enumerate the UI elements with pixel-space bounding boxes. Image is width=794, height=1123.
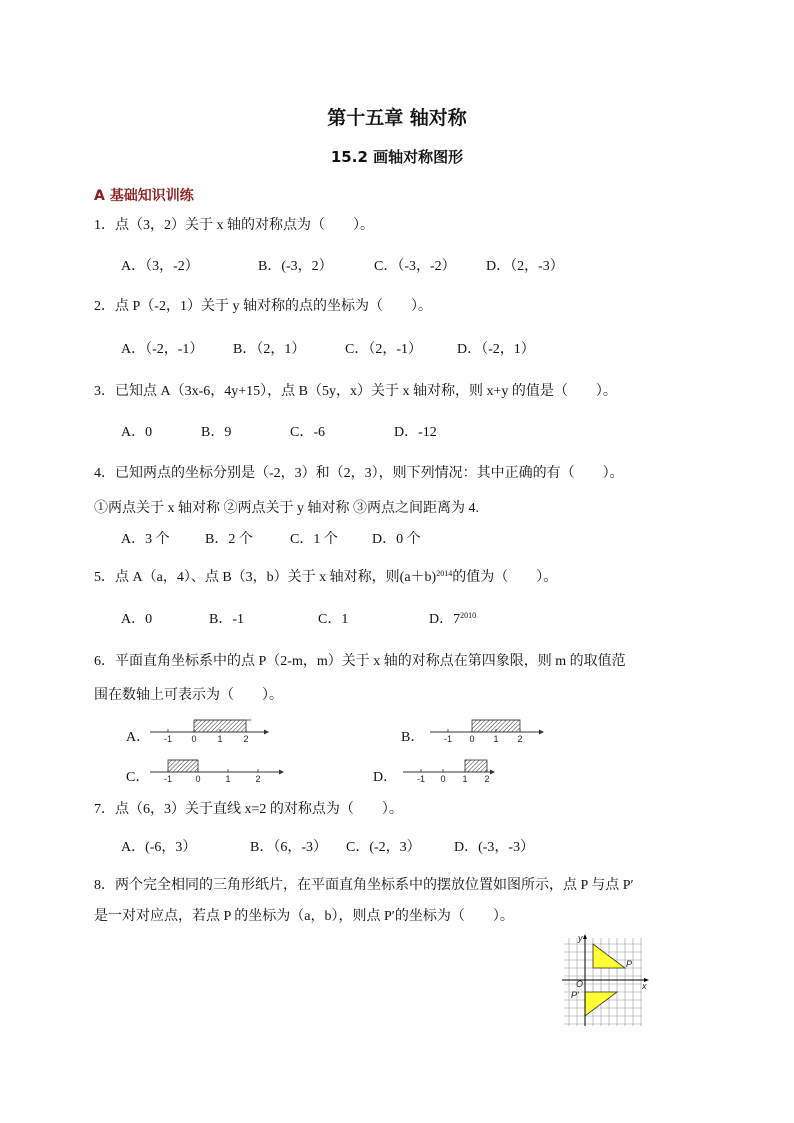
question-4-option-b: B．2 个: [205, 532, 253, 547]
question-5-exponent: 2014: [436, 569, 453, 578]
question-7-option-a: A．(-6，3）: [121, 840, 197, 855]
part-heading: A 基础知识训练: [94, 188, 194, 204]
question-1-option-a: A．（3，-2）: [121, 259, 199, 274]
question-4-conditions: ①两点关于 x 轴对称 ②两点关于 y 轴对称 ③两点之间距离为 4.: [94, 501, 479, 516]
question-4-option-a: A．3 个: [121, 532, 170, 547]
question-6-option-b-label: B．: [401, 730, 425, 745]
question-1-option-b: B．(-3，2）: [258, 259, 333, 274]
question-5-option-c: C．1: [318, 612, 349, 627]
question-8-stem-line2: 是一对对应点，若点 P 的坐标为（a，b），则点 P′的坐标为（ ）。: [94, 909, 514, 924]
question-2-option-c: C．（2，-1）: [345, 342, 422, 357]
number-line-tick-label: 2: [517, 734, 523, 744]
figure-point-p-label: P: [626, 959, 633, 969]
question-3-option-d: D．-12: [394, 425, 437, 440]
question-5-stem-after: 的值为（ ）。: [452, 570, 558, 585]
number-line-option-c: [150, 752, 290, 786]
number-line-tick-label: 0: [191, 734, 197, 744]
question-1-stem: 1．点（3，2）关于 x 轴的对称点为（ ）。: [94, 218, 374, 233]
number-line-tick-label: 0: [469, 734, 475, 744]
figure-origin-label: O: [576, 979, 584, 989]
question-7-stem: 7．点（6，3）关于直线 x=2 的对称点为（ ）。: [94, 802, 403, 817]
question-3-stem: 3．已知点 A（3x-6，4y+15），点 B（5y，x）关于 x 轴对称，则 x+y 的值是（ ）。: [94, 384, 617, 399]
question-4-option-c: C．1 个: [290, 532, 338, 547]
question-7-option-d: D．(-3，-3）: [454, 840, 535, 855]
number-line-tick-label: 0: [440, 774, 446, 784]
question-5-option-d-exponent: 2010: [460, 611, 477, 620]
question-4-stem: 4．已知两点的坐标分别是（-2，3）和（2，3），则下列情况：其中正确的有（ ）。: [94, 466, 624, 481]
question-8-stem-line1: 8．两个完全相同的三角形纸片，在平面直角坐标系中的摆放位置如图所示，点 P 与点 P′: [94, 878, 634, 893]
question-4-option-d: D．0 个: [372, 532, 421, 547]
question-6-stem-line2: 围在数轴上可表示为（ ）。: [94, 688, 283, 703]
number-line-option-a: [150, 712, 270, 746]
question-3-option-b: B．9: [201, 425, 232, 440]
number-line-tick-label: 1: [217, 734, 223, 744]
section-title: 15.2 画轴对称图形: [330, 148, 464, 166]
chapter-title: 第十五章 轴对称: [327, 107, 467, 129]
question-3-option-c: C．-6: [290, 425, 325, 440]
question-5-option-b: B．-1: [209, 612, 244, 627]
number-line-tick-label: 1: [493, 734, 499, 744]
question-6-option-d-label: D．: [373, 770, 398, 785]
number-line-tick-label: -1: [443, 734, 453, 744]
number-line-arrow: [279, 770, 284, 775]
number-line-tick-label: 2: [243, 734, 249, 744]
number-line-tick-label: 2: [255, 774, 261, 784]
question-7-option-b: B．（6，-3）: [250, 840, 327, 855]
number-line-tick-label: -1: [163, 774, 173, 784]
number-line-tick-label: 1: [462, 774, 468, 784]
question-6-option-a-label: A．: [126, 730, 151, 745]
number-line-tick-label: -1: [163, 734, 173, 744]
number-line-arrow: [490, 770, 495, 775]
figure-x-axis-label: x: [642, 981, 647, 991]
question-5-option-a: A．0: [121, 612, 153, 627]
question-1-option-d: D．（2，-3）: [486, 259, 564, 274]
question-7-option-c: C．(-2，3）: [346, 840, 421, 855]
number-line-option-b: [425, 712, 545, 746]
question-3-option-a: A．0: [121, 425, 153, 440]
number-line-shaded-region: [465, 760, 487, 772]
question-2-option-a: A．（-2，-1）: [121, 342, 204, 357]
figure-point-p-prime-label: P': [571, 990, 579, 1000]
figure-y-axis-label: y: [578, 933, 583, 943]
number-line-option-d: [398, 752, 498, 786]
number-line-tick-label: 1: [225, 774, 231, 784]
question-8-coordinate-figure: [560, 934, 650, 1026]
number-line-arrow: [264, 730, 269, 735]
question-5-option-d-base: D．7: [429, 612, 461, 627]
question-2-option-d: D．（-2，1）: [457, 342, 535, 357]
question-5-stem: [94, 566, 557, 586]
number-line-tick-label: 0: [195, 774, 201, 784]
question-2-option-b: B．（2，1）: [233, 342, 306, 357]
number-line-tick-label: -1: [416, 774, 426, 784]
question-6-option-c-label: C．: [126, 770, 150, 785]
number-line-shaded-region: [168, 760, 198, 772]
number-line-tick-label: 2: [484, 774, 490, 784]
question-1-option-c: C．（-3，-2）: [374, 259, 456, 274]
number-line-arrow: [539, 730, 544, 735]
question-2-stem: 2．点 P（-2，1）关于 y 轴对称的点的坐标为（ ）。: [94, 299, 432, 314]
question-6-stem-line1: 6．平面直角坐标系中的点 P（2-m，m）关于 x 轴的对称点在第四象限，则 m 的取值范: [94, 654, 626, 669]
question-5-stem-before: 5．点 A（a，4）、点 B（3，b）关于 x 轴对称，则(a＋b): [94, 570, 437, 585]
question-5-option-d: [429, 608, 476, 628]
